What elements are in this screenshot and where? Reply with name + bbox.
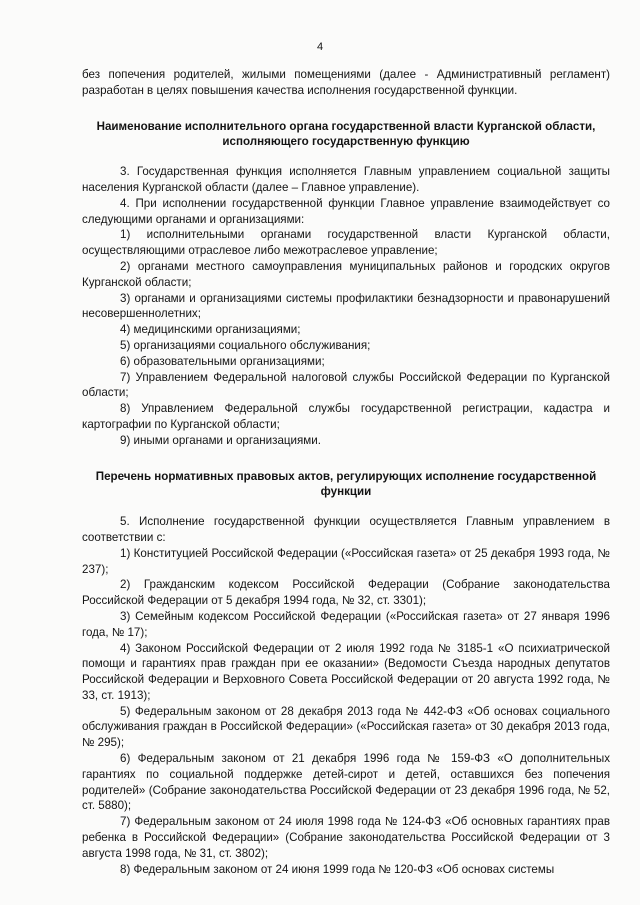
list-item: 8) Управлением Федеральной службы государственной регистрации, кадастра и картографии по Курганской области; — [82, 402, 610, 431]
list-item: 2) органами местного самоуправления муниципальных районов и городских округов Курганской области; — [82, 259, 610, 289]
list-item: 4) медицинскими организациями; — [120, 323, 301, 337]
list-item: 4) Законом Российской Федерации от 2 июля 1992 года № 3185-1 «О психиатрической помощи и гарантиях прав граждан при ее оказании» (Ведомости Съезда народных депутатов Российской Федерации и Верховного Совета Российской Федерации от 20 августа 1992 года, № 33, ст. 1913); — [82, 641, 610, 702]
list-item: 1) исполнительными органами государственной власти Курганской области, осуществляющими отраслевое либо межотраслевое управление; — [82, 228, 610, 258]
intro-paragraph: без попечения родителей, жилыми помещениями (далее - Административный регламент) разработан в целях повышения качества исполнения государственной функции. — [82, 68, 610, 97]
list-item: 3) органами и организациями системы профилактики безнадзорности и правонарушений несовершеннолетних; — [82, 291, 610, 321]
list-item: 1) Конституцией Российской Федерации («Российская газета» от 25 декабря 1993 года, № 237); — [82, 546, 610, 576]
list-item: 5) Федеральным законом от 28 декабря 2013 года № 442-ФЗ «Об основах социального обслуживания граждан в Российской Федерации» («Российская газета» от 30 декабря 2013 года, № 295); — [82, 704, 610, 750]
list-item: 6) Федеральным законом от 21 декабря 1996 года № 159-ФЗ «О дополнительных гарантиях по социальной поддержке детей-сирот и детей, оставшихся без попечения родителей» (Собрание законодательства Российской Федерации от 23 декабря 1996 года, № 52, ст. 5880); — [82, 752, 610, 813]
list-item: 9) иными органами и организациями. — [120, 433, 321, 447]
page-number: 4 — [316, 41, 324, 53]
list-item: 8) Федеральным законом от 24 июня 1999 года № 120-ФЗ «Об основах системы — [120, 862, 555, 876]
paragraph-item-4: 4. При исполнении государственной функции Главное управление взаимодействует со следующими органами и организациями: — [82, 196, 610, 226]
list-item: 6) образовательными организациями; — [120, 354, 325, 368]
list-item: 2) Гражданским кодексом Российской Федерации (Собрание законодательства Российской Федерации от 5 декабря 1994 года, № 32, ст. 3301); — [82, 578, 610, 608]
section-heading-executive-body: Наименование исполнительного органа государственной власти Курганской области, исполняющего государственную функцию — [96, 119, 596, 149]
paragraph-item-5: 5. Исполнение государственной функции осуществляется Главным управлением в соответствии с: — [82, 515, 610, 544]
section-heading-legal-acts: Перечень нормативных правовых актов, регулирующих исполнение государственной функции — [95, 469, 597, 499]
paragraph-item-3: 3. Государственная функция исполняется Главным управлением социальной защиты населения Курганской области (далее – Главное управление). — [82, 165, 610, 194]
list-item: 7) Федеральным законом от 24 июля 1998 года № 124-ФЗ «Об основных гарантиях прав ребенка в Российской Федерации» (Собрание законодательства Российской Федерации от 3 августа 1998 года, № 31, ст. 3802); — [82, 815, 610, 860]
list-item: 5) организациями социального обслуживания; — [120, 338, 371, 352]
list-item: 7) Управлением Федеральной налоговой службы Российской Федерации по Курганской области; — [82, 370, 610, 400]
page-content — [82, 67, 610, 877]
list-item: 3) Семейным кодексом Российской Федерации («Российская газета» от 27 января 1996 года, № 17); — [82, 609, 610, 639]
